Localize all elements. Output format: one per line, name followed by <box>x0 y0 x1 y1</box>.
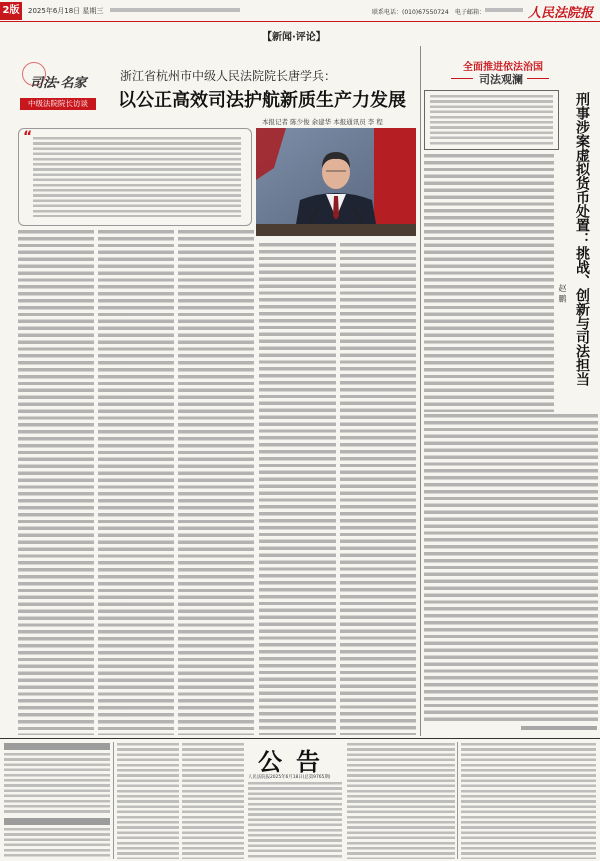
feature-byline: 本报记者 陈少俊 余建华 本报通讯员 李 程 <box>262 118 383 126</box>
quote-mark-icon: “ <box>23 129 33 145</box>
commentary-article <box>421 46 600 738</box>
intro-text <box>33 137 241 217</box>
notice-divider <box>457 742 458 859</box>
email-address-line <box>485 8 523 12</box>
notice-column-3 <box>182 743 244 859</box>
issue-date: 2025年6月18日 星期三 <box>28 7 104 15</box>
commentary-author: 赵 鹏 <box>558 284 567 303</box>
newspaper-logo: 人民法院报 <box>528 6 594 21</box>
feature-body-column-5 <box>340 243 416 735</box>
column-banner-text: 中级法院院长访谈 <box>28 99 88 108</box>
commentary-summary-box <box>424 90 559 150</box>
section-tag: 【新闻·评论】 <box>262 32 326 43</box>
feature-body-column-3 <box>178 230 254 735</box>
intro-box <box>18 128 252 226</box>
notice-column-4 <box>248 782 342 859</box>
notices-title: 公告 <box>258 747 334 776</box>
commentary-banner-rule-left <box>451 78 473 79</box>
notice-heading-bar <box>4 743 110 750</box>
commentary-summary-text <box>430 95 553 145</box>
notice-heading-bar <box>4 818 110 825</box>
commentary-headline: 刑事涉案虚拟货币处置：挑战、创新与司法担当 <box>574 92 590 386</box>
commentary-banner-top: 全面推进依法治国 <box>463 62 543 73</box>
commentary-column-name: 司法观澜 <box>479 73 523 86</box>
interviewee-photo <box>256 128 416 236</box>
notice-column-6 <box>461 743 596 859</box>
column-logo <box>20 60 96 110</box>
notice-column-5 <box>347 743 455 859</box>
notice-divider <box>113 742 114 859</box>
contact-email-label: 电子邮箱： <box>455 9 486 16</box>
author-affiliation-line <box>521 726 597 730</box>
photo-illustration <box>256 128 416 236</box>
commentary-body-upper <box>424 154 554 412</box>
column-banner <box>20 98 96 110</box>
column-logo-text: 司法·名家 <box>30 76 87 91</box>
feature-body-column-4 <box>259 243 336 735</box>
feature-body-column-1 <box>18 230 94 735</box>
commentary-banner-rule-right <box>527 78 549 79</box>
contact-phone: 联系电话：(010)67550724 <box>372 9 449 16</box>
commentary-body-lower <box>424 414 598 722</box>
notices-issue-line: 人民法院报2025年6月18日(总第9765期) <box>248 775 331 780</box>
notice-column-1-lower <box>4 828 110 859</box>
notice-column-1-upper <box>4 753 110 815</box>
page-rule-bottom <box>0 738 600 739</box>
notice-column-2 <box>117 743 179 859</box>
feature-body-column-2 <box>98 230 174 735</box>
page-number: 2版 <box>2 5 20 16</box>
feature-kicker: 浙江省杭州市中级人民法院院长唐学兵： <box>120 69 337 83</box>
feature-headline: 以公正高效司法护航新质生产力发展 <box>118 90 406 111</box>
notices-section <box>0 740 600 861</box>
